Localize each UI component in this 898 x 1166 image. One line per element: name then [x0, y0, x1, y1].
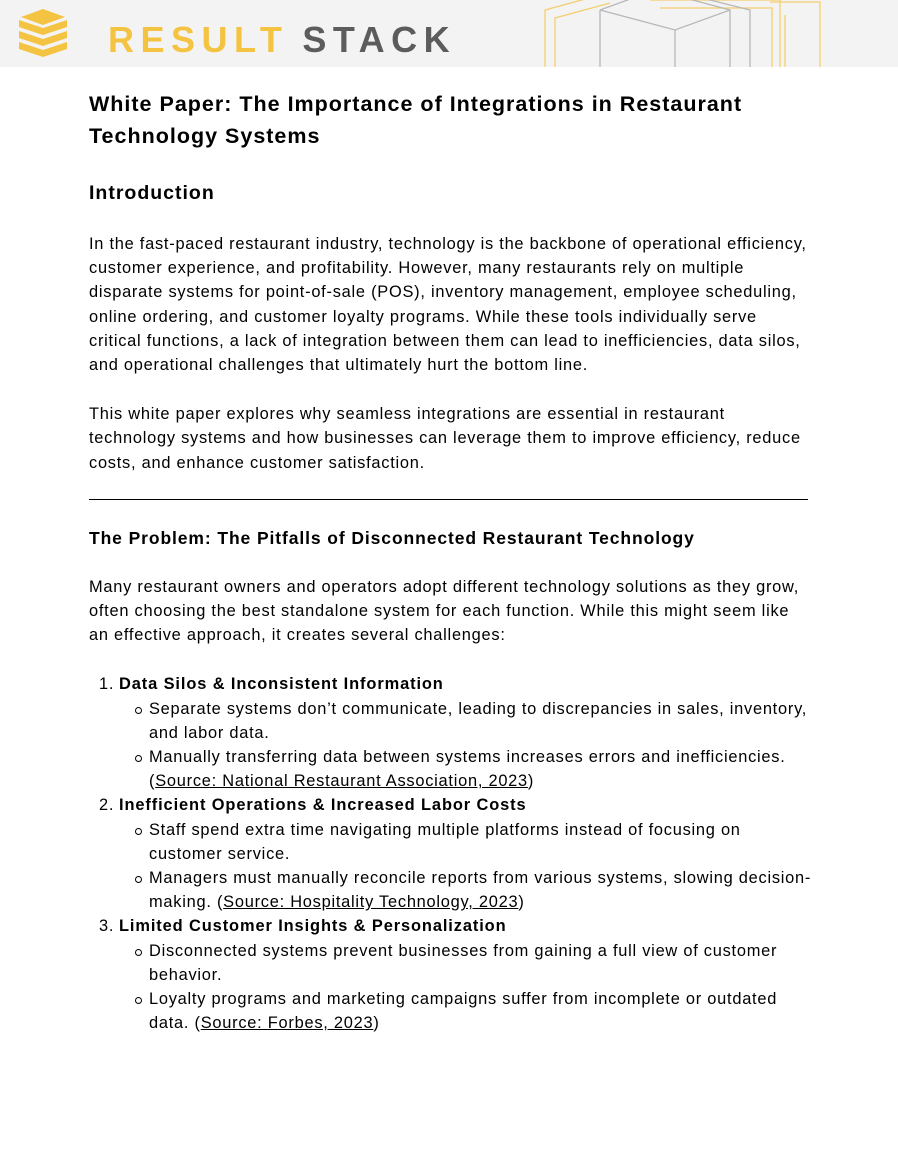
intro-paragraph-1: In the fast-paced restaurant industry, technology is the backbone of operational efficiency, customer experience, and profitability. However, many restaurants rely on multiple disparate systems for point-of-sale (POS), inventory management, employee scheduling, online ordering, and customer loyalty programs. While these tools individually serve critical functions, a lack of integration between them can lead to inefficiencies, data silos, and operational challenges that ultimately hurt the bottom line.	[89, 235, 807, 375]
problem-heading: The Problem: The Pitfalls of Disconnected Restaurant Technology	[89, 527, 695, 548]
bullet-item	[119, 818, 814, 866]
bullet-text: Separate systems don’t communicate, leading to discrepancies in sales, inventory, and labor data.	[149, 699, 808, 742]
bullet-marker	[135, 997, 142, 1004]
item-number: 1.	[99, 675, 115, 694]
problem-paragraph: Many restaurant owners and operators adopt different technology solutions as they grow, often choosing the best standalone system for each function. While this might seem like an effective approach, it creates several challenges:	[89, 577, 800, 645]
bullet-text-end: )	[518, 893, 525, 912]
intro-paragraph-2: This white paper explores why seamless integrations are essential in restaurant technology systems and how businesses can leverage them to improve efficiency, reduce costs, and enhance customer satisfaction.	[89, 405, 801, 472]
bullet-text-end: )	[527, 772, 535, 791]
section-divider	[89, 499, 808, 500]
item-bullets	[119, 697, 814, 794]
bullet-marker	[135, 828, 142, 835]
page-header	[0, 0, 898, 67]
bullet-text: Staff spend extra time navigating multiple platforms instead of focusing on customer service.	[149, 820, 741, 863]
source-link[interactable]: Source: National Restaurant Association, 2023	[155, 772, 528, 791]
item-bullets	[119, 939, 814, 1036]
bullet-item	[119, 866, 814, 914]
brand-result: RESULT	[108, 19, 289, 60]
bullet-item	[119, 745, 814, 793]
item-number: 2.	[99, 796, 115, 815]
challenges-list	[89, 672, 814, 1035]
document-body	[89, 88, 814, 1035]
item-bullets	[119, 818, 814, 915]
item-title: Data Silos & Inconsistent Information	[119, 675, 444, 694]
brand-wordmark	[108, 18, 456, 62]
bullet-item	[119, 697, 814, 745]
item-title: Limited Customer Insights & Personalization	[119, 917, 507, 936]
introduction-heading: Introduction	[89, 182, 215, 204]
item-title: Inefficient Operations & Increased Labor Costs	[119, 796, 527, 815]
list-item	[89, 914, 814, 1035]
bullet-text: Managers must manually reconcile reports from various systems, slowing decision-making. (	[149, 869, 812, 912]
stacked-boxes-icon	[19, 9, 67, 63]
list-item	[89, 793, 814, 914]
bullet-text: Disconnected systems prevent businesses from gaining a full view of customer behavior.	[149, 941, 778, 984]
bullet-item	[119, 939, 814, 987]
list-item	[89, 672, 814, 793]
brand-stack: STACK	[302, 19, 457, 60]
bullet-item	[119, 987, 814, 1035]
bullet-marker	[135, 755, 142, 762]
bullet-marker	[135, 949, 142, 956]
item-number: 3.	[99, 917, 115, 936]
decorative-boxes-graphic	[540, 0, 830, 67]
bullet-text: Manually transferring data between systems increases errors and inefficiencies. (	[149, 748, 786, 791]
source-link[interactable]: Source: Hospitality Technology, 2023	[223, 893, 519, 912]
bullet-text: Loyalty programs and marketing campaigns suffer from incomplete or outdated data. (	[149, 990, 778, 1033]
source-link[interactable]: Source: Forbes, 2023	[200, 1014, 374, 1033]
bullet-marker	[135, 707, 142, 714]
document-title: White Paper: The Importance of Integrations in Restaurant Technology Systems	[89, 92, 743, 148]
bullet-marker	[135, 876, 142, 883]
bullet-text-end: )	[373, 1014, 380, 1033]
